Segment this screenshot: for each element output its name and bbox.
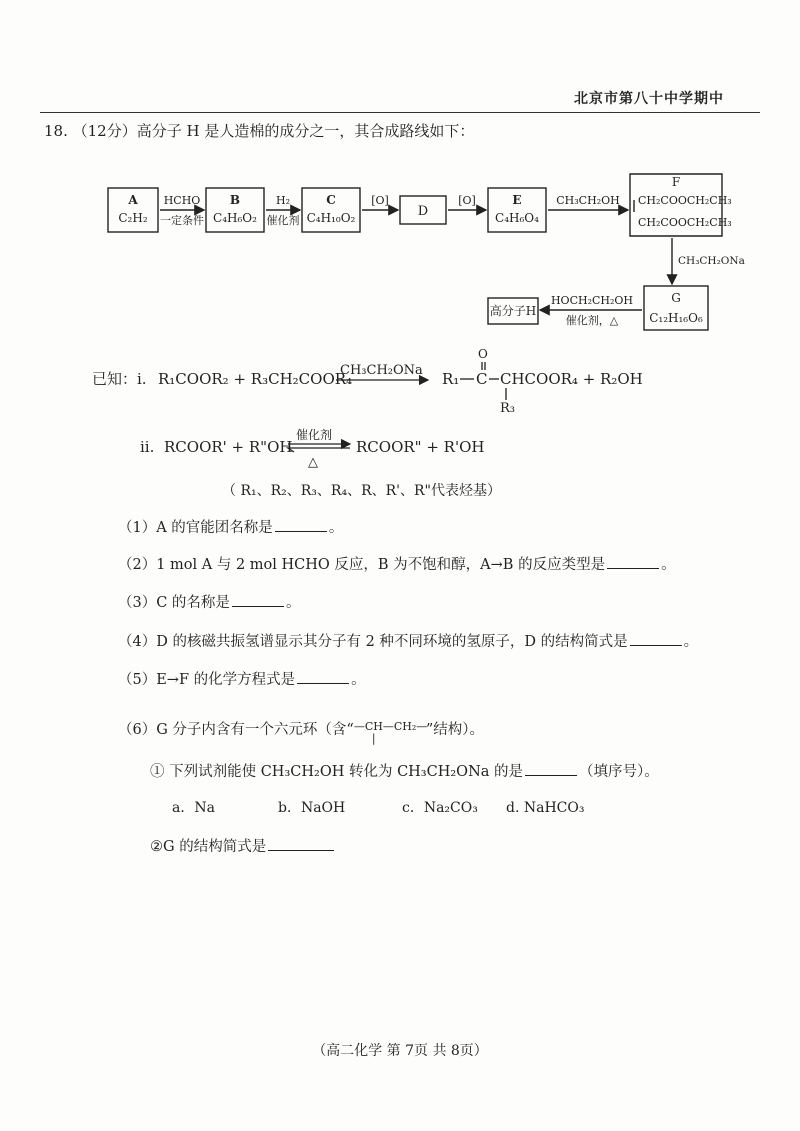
option-b[interactable]: b．NaOH xyxy=(278,800,346,816)
r2-label: ii. xyxy=(140,438,155,456)
r1-carbon: C xyxy=(476,370,488,388)
c-formula: C₄H₁₀O₂ xyxy=(306,211,356,225)
option-c[interactable]: c．Na₂CO₃ xyxy=(402,800,478,816)
question-title: 18. （12分）高分子 H 是人造棉的成分之一，其合成路线如下： xyxy=(44,122,475,140)
arrow-ef-top: CH₃CH₂OH xyxy=(556,194,620,207)
arrow-ab-top: HCHO xyxy=(163,194,201,207)
question-6-2: ②G 的结构简式是 xyxy=(150,835,336,856)
option-d[interactable]: d. NaHCO₃ xyxy=(506,800,585,816)
known-note: （ R₁、R₂、R₃、R₄、R、R'、R"代表烃基） xyxy=(222,483,501,499)
question-4: （4）D 的核磁共振氢谱显示其分子有 2 种不同环境的氢原子，D 的结构简式是 。 xyxy=(118,630,698,651)
g-label: G xyxy=(671,291,681,305)
answer-blank-1[interactable] xyxy=(275,517,327,532)
r1-r1: R₁ xyxy=(442,370,460,388)
answer-blank-5[interactable] xyxy=(297,669,349,684)
answer-blank-2[interactable] xyxy=(607,554,659,569)
arrow-bc-top: H₂ xyxy=(275,194,291,207)
ring-fragment: —CH—CH₂— xyxy=(353,720,428,733)
answer-blank-4[interactable] xyxy=(630,631,682,646)
arrow-ab-bottom: 一定条件 xyxy=(160,214,204,227)
arrow-gh-bottom: 催化剂，△ xyxy=(565,314,619,327)
r1-products: CHCOOR₄ + R₂OH xyxy=(500,370,643,388)
question-6: （6）G 分子内含有一个六元环（含“ —CH—CH₂— | ”结构）。 xyxy=(118,720,485,745)
f-line2: CH₂COOCH₂CH₃ xyxy=(638,216,732,229)
e-formula: C₄H₆O₄ xyxy=(495,211,539,225)
r2-cond-bottom: △ xyxy=(308,455,318,470)
r1-condition: CH₃CH₂ONa xyxy=(340,363,423,378)
r1-r3: R₃ xyxy=(500,401,515,416)
options-row xyxy=(172,797,584,817)
f-line1: CH₂COOCH₂CH₃ xyxy=(638,194,732,207)
h-label: 高分子H xyxy=(489,304,537,318)
r1-carbonyl-o: O xyxy=(478,347,488,361)
synthesis-scheme xyxy=(0,160,800,360)
arrow-bc-bottom: 催化剂 xyxy=(266,214,300,227)
question-6-1: ① 下列试剂能使 CH₃CH₂OH 转化为 CH₃CH₂ONa 的是 （填序号）。 xyxy=(150,760,659,781)
question-2: （2）1 mol A 与 2 mol HCHO 反应，B 为不饱和醇，A→B 的反应类型是 。 xyxy=(118,553,676,574)
f-label: F xyxy=(671,175,681,189)
r2-cond-top: 催化剂 xyxy=(296,428,333,442)
ring-fragment-bond: | xyxy=(371,732,376,745)
arrow-gh-top: HOCH₂CH₂OH xyxy=(550,294,634,307)
r2-products: RCOOR" + R'OH xyxy=(356,438,485,456)
d-label: D xyxy=(417,204,429,219)
g-formula: C₁₂H₁₆O₆ xyxy=(649,311,703,325)
arrow-de-top: [O] xyxy=(458,194,476,207)
arrow-cd-top: [O] xyxy=(371,194,389,207)
answer-blank-6-2[interactable] xyxy=(268,836,334,851)
option-a[interactable]: a．Na xyxy=(172,800,215,816)
c-label: C xyxy=(326,193,336,207)
arrow-fg-side: CH₃CH₂ONa xyxy=(678,255,745,267)
e-label: E xyxy=(512,193,522,207)
b-formula: C₄H₆O₂ xyxy=(213,211,257,225)
known-reactions xyxy=(0,340,800,510)
a-formula: C₂H₂ xyxy=(118,211,148,225)
answer-blank-3[interactable] xyxy=(232,592,284,607)
page-footer: （高二化学 第 7页 共 8页） xyxy=(312,1043,488,1059)
question-1: （1）A 的官能团名称是 。 xyxy=(118,516,343,537)
school-header: 北京市第八十中学期中 xyxy=(574,91,724,107)
question-5: （5）E→F 的化学方程式是 。 xyxy=(118,668,366,689)
header-divider xyxy=(40,112,760,113)
b-label: B xyxy=(229,193,241,207)
r1-reactants: R₁COOR₂ + R₃CH₂COOR₄ xyxy=(158,370,353,388)
r2-reactants: RCOOR' + R"OH xyxy=(164,438,293,456)
question-3: （3）C 的名称是 。 xyxy=(118,591,300,612)
known-intro: 已知：i. xyxy=(92,370,147,388)
a-label: A xyxy=(128,193,138,207)
answer-blank-6-1[interactable] xyxy=(525,761,577,776)
